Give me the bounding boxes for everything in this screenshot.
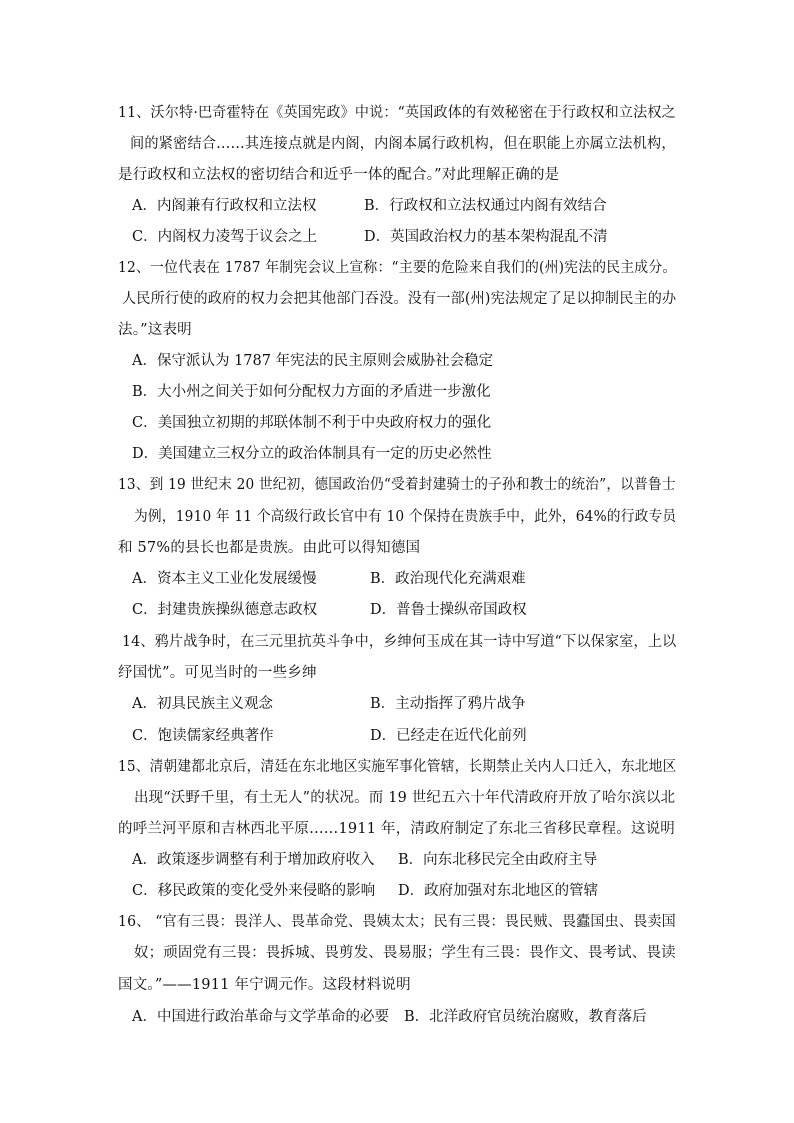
- option-c: C．封建贵族操纵德意志政权: [132, 602, 318, 618]
- option-b: B．行政权和立法权通过内阁有效结合: [364, 198, 607, 214]
- question-text-line: 是行政权和立法权的密切结合和近乎一体的配合。”对此理解正确的是: [118, 167, 560, 183]
- question-text-line: 的呼兰河平原和吉林西北平原……1911 年，清政府制定了东北三省移民章程。这说明: [118, 821, 676, 837]
- option-a: A．初具民族主义观念: [132, 696, 273, 712]
- question-text-line: 为例，1910 年 11 个高级行政长官中有 10 个保持在贵族手中，此外，64%的行政专员: [134, 509, 677, 525]
- option-b: B．北洋政府官员统治腐败，教育落后: [404, 1009, 647, 1025]
- option-d: D．英国政治权力的基本架构混乱不清: [364, 229, 608, 245]
- question-text-line: 出现“沃野千里，有土无人”的状况。而 19 世纪五六十年代清政府开放了哈尔滨以北: [134, 790, 676, 806]
- option-b: B．向东北移民完全由政府主导: [398, 852, 598, 868]
- option-c: C．内阁权力凌驾于议会之上: [132, 229, 318, 245]
- option-b: B．政治现代化充满艰难: [370, 571, 526, 587]
- question-text-line: 法。”这表明: [118, 322, 192, 338]
- option-d: D．普鲁士操纵帝国政权: [370, 602, 527, 618]
- question-text-line: 16、 “官有三畏：畏洋人、畏革命党、畏姨太太；民有三畏：畏民贼、畏蠹国虫、畏卖国: [118, 914, 676, 930]
- option-c: C．饱读儒家经典著作: [132, 728, 274, 744]
- question-text-line: 12、一位代表在 1787 年制宪会议上宣称：“主要的危险来自我们的(州)宪法的民主成分。: [118, 260, 677, 276]
- option-a: A．保守派认为 1787 年宪法的民主原则会威胁社会稳定: [132, 353, 494, 369]
- question-text-line: 14、鸦片战争时，在三元里抗英斗争中，乡绅何玉成在其一诗中写道“下以保家室，上以: [122, 634, 677, 650]
- question-text-line: 13、到 19 世纪末 20 世纪初，德国政治仍“受着封建骑士的子孙和教士的统治”，以普鲁士: [118, 477, 676, 493]
- option-b: B．大小州之间关于如何分配权力方面的矛盾进一步激化: [132, 384, 491, 400]
- option-b: B．主动指挥了鸦片战争: [370, 696, 526, 712]
- option-d: D．已经走在近代化前列: [370, 728, 527, 744]
- option-d: D．美国建立三权分立的政治体制具有一定的历史必然性: [132, 446, 492, 462]
- question-text-line: 11、沃尔特·巴奇霍特在《英国宪政》中说：“英国政体的有效秘密在于行政权和立法权之: [118, 105, 676, 121]
- question-text-line: 纾国忧”。可见当时的一些乡绅: [118, 665, 317, 681]
- option-c: C．美国独立初期的邦联体制不利于中央政府权力的强化: [132, 415, 492, 431]
- option-a: A．内阁兼有行政权和立法权: [132, 198, 317, 214]
- question-text-line: 15、清朝建都北京后，清廷在东北地区实施军事化管辖，长期禁止关内人口迁入，东北地区: [118, 759, 677, 775]
- question-text-line: 奴；顽固党有三畏：畏拆城、畏剪发、畏易服；学生有三畏：畏作文、畏考试、畏读: [134, 945, 676, 961]
- option-a: A．中国进行政治革命与文学革命的必要: [132, 1009, 389, 1025]
- option-d: D．政府加强对东北地区的管辖: [398, 883, 599, 899]
- question-text-line: 人民所行使的政府的权力会把其他部门吞没。没有一部(州)宪法规定了足以抑制民主的办: [122, 291, 677, 307]
- option-a: A．政策逐步调整有利于增加政府收入: [132, 852, 375, 868]
- option-a: A．资本主义工业化发展缓慢: [132, 571, 317, 587]
- option-c: C．移民政策的变化受外来侵略的影响: [132, 883, 376, 899]
- question-text-line: 和 57%的县长也都是贵族。由此可以得知德国: [118, 540, 421, 556]
- question-text-line: 国文。”——1911 年宁调元作。这段材料说明: [118, 977, 411, 993]
- question-text-line: 间的紧密结合……其连接点就是内阁，内阁本属行政机构，但在职能上亦属立法机构，: [130, 136, 676, 152]
